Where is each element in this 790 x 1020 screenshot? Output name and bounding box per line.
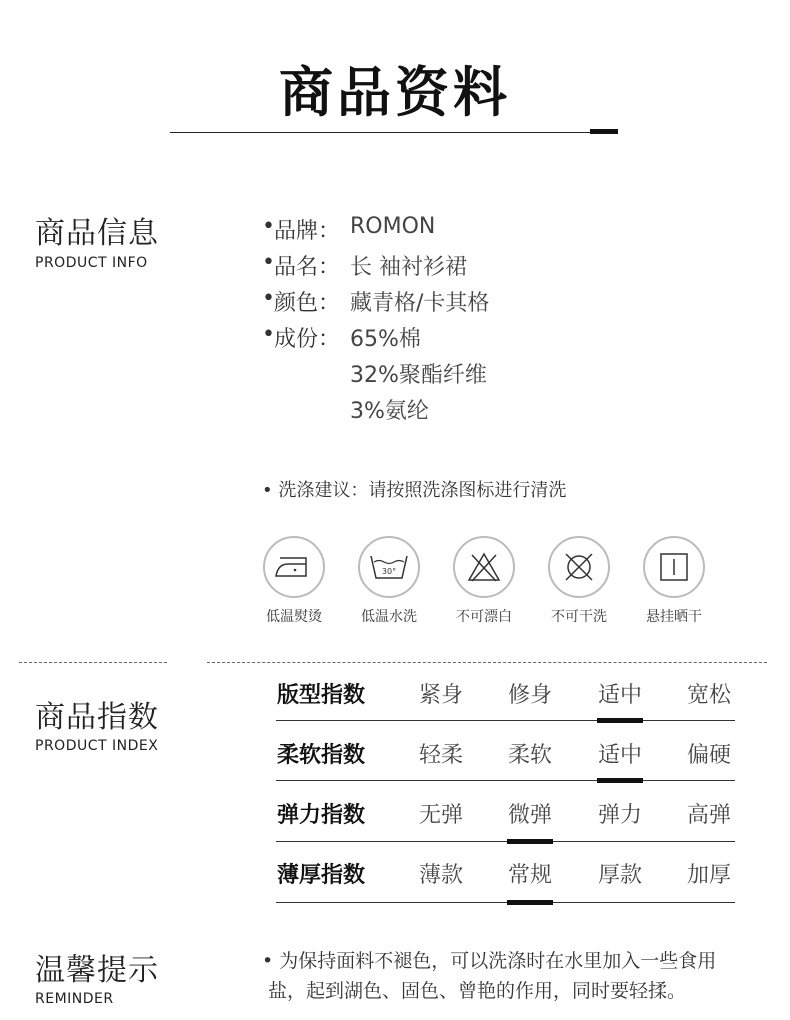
care-item-hangdry <box>634 536 714 626</box>
hang-dry-icon <box>643 536 705 598</box>
index-option: 高弹 <box>686 803 731 828</box>
care-label: 低温水洗 <box>361 609 417 625</box>
index-option: 轻柔 <box>418 743 463 768</box>
composition-line: 32%聚酯纤维 <box>350 363 487 388</box>
section-divider <box>207 662 767 663</box>
title-accent-bar <box>590 129 618 134</box>
title-divider <box>170 132 618 133</box>
index-option: 无弹 <box>418 803 463 828</box>
index-option-selected: 常规 <box>507 863 552 888</box>
index-label-softness: 柔软指数 <box>277 743 366 768</box>
index-row-divider <box>276 902 735 903</box>
index-option: 加厚 <box>686 863 731 888</box>
reminder-title: 温馨提示 <box>35 953 159 988</box>
care-item-bleach <box>444 536 524 626</box>
wash-30-icon <box>358 536 420 598</box>
index-option: 紧身 <box>418 683 463 708</box>
product-index-title: 商品指数 <box>35 700 159 735</box>
care-item-dryclean <box>539 536 619 626</box>
index-option: 薄款 <box>418 863 463 888</box>
product-info-subtitle: PRODUCT INFO <box>35 255 148 271</box>
care-item-iron <box>254 536 334 626</box>
info-row-color <box>262 286 489 317</box>
index-option: 偏硬 <box>686 743 731 768</box>
product-index-subtitle: PRODUCT INDEX <box>35 738 159 754</box>
index-option-selected: 微弹 <box>507 803 552 828</box>
bullet: • <box>262 250 275 275</box>
page-title: 商品资料 <box>279 61 511 124</box>
info-value: 65%棉 <box>350 327 421 352</box>
reminder-text-line2: 盐，起到湖色、固色、曾艳的作用，同时要轻揉。 <box>268 980 687 1002</box>
bullet: • <box>262 286 275 311</box>
reminder-text-line1: • 为保持面料不褪色，可以洗涤时在水里加入一些食用 <box>262 950 717 972</box>
index-option-selected: 适中 <box>597 743 642 768</box>
index-option-selected: 适中 <box>597 683 642 708</box>
reminder-subtitle: REMINDER <box>35 991 114 1007</box>
index-option: 厚款 <box>597 863 642 888</box>
care-label: 不可干洗 <box>551 609 607 625</box>
index-row-divider <box>276 720 735 721</box>
index-selected-marker <box>597 718 643 723</box>
care-item-wash <box>349 536 429 626</box>
iron-icon <box>263 536 325 598</box>
no-bleach-icon <box>453 536 515 598</box>
index-option: 宽松 <box>686 683 731 708</box>
index-label-fit: 版型指数 <box>277 683 366 708</box>
index-label-elasticity: 弹力指数 <box>277 803 366 828</box>
index-selected-marker <box>597 778 643 783</box>
index-selected-marker <box>507 900 553 905</box>
info-row-composition <box>262 322 421 353</box>
care-label: 低温熨烫 <box>266 609 322 625</box>
index-option: 柔软 <box>507 743 552 768</box>
info-row-brand <box>262 214 435 245</box>
no-dry-clean-icon <box>548 536 610 598</box>
product-info-title: 商品信息 <box>35 216 159 251</box>
info-key: 品名： <box>274 255 341 280</box>
wash-temp: 30° <box>381 567 397 576</box>
index-row-divider <box>276 780 735 781</box>
info-key: 品牌： <box>274 219 341 244</box>
index-row-divider <box>276 841 735 842</box>
info-value: 藏青格/卡其格 <box>350 291 490 316</box>
composition-line: 3%氨纶 <box>350 399 429 424</box>
section-divider <box>19 662 167 663</box>
info-value: 长 袖衬衫裙 <box>350 255 467 280</box>
care-label: 不可漂白 <box>456 609 512 625</box>
info-key: 成份： <box>274 327 341 352</box>
index-label-thickness: 薄厚指数 <box>277 863 366 888</box>
info-row-name <box>262 250 467 281</box>
bullet: • <box>262 322 275 347</box>
index-selected-marker <box>507 839 553 844</box>
wash-advice: • 洗涤建议：请按照洗涤图标进行清洗 <box>262 480 567 501</box>
index-option: 弹力 <box>597 803 642 828</box>
bullet: • <box>262 214 275 239</box>
index-option: 修身 <box>507 683 552 708</box>
care-label: 悬挂晒干 <box>646 609 702 625</box>
info-key: 颜色： <box>274 291 341 316</box>
info-value: ROMON <box>350 214 436 239</box>
